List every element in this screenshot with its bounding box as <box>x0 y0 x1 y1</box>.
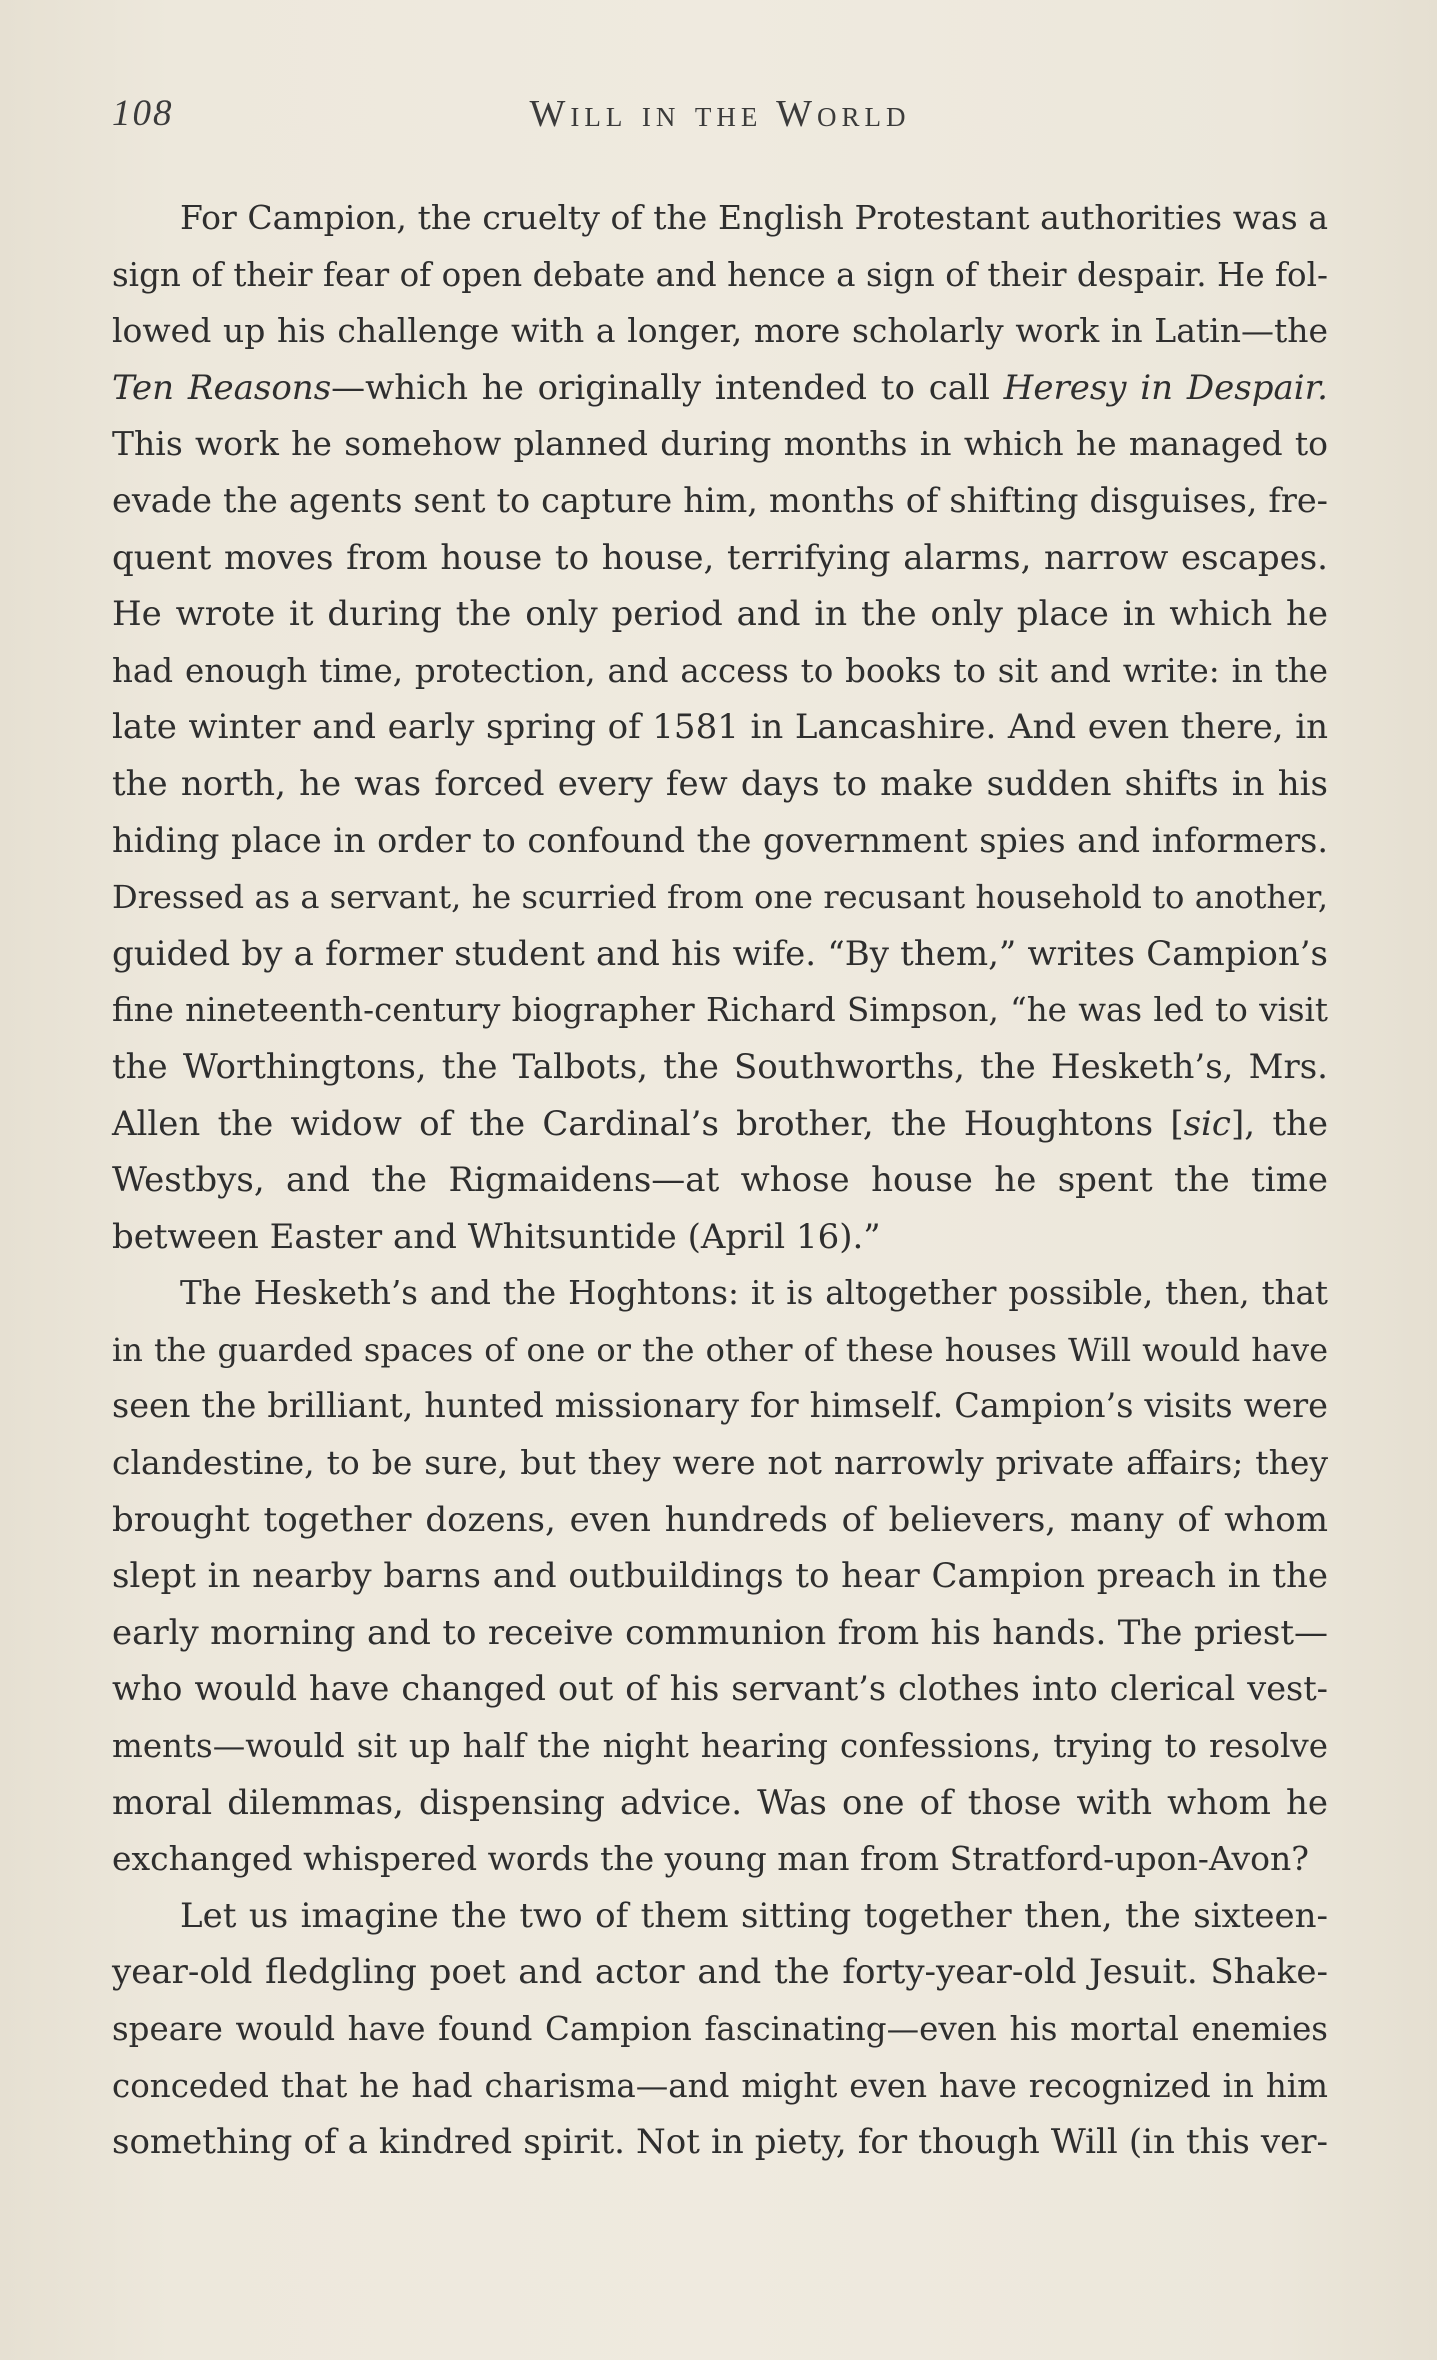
text-run: ments—would sit up half the night hearing confessions, trying to resolve <box>112 1727 1328 1766</box>
text-line <box>112 926 1328 983</box>
text-line <box>112 1435 1328 1492</box>
text-run: fine nineteenth-century biographer Richard Simpson, “he was led to visit <box>112 991 1328 1030</box>
text-line <box>112 1039 1328 1096</box>
text-line <box>112 1096 1328 1153</box>
text-run: late winter and early spring of 1581 in Lancashire. And even there, in <box>112 707 1328 748</box>
text-line <box>112 982 1328 1039</box>
text-run: The Hesketh’s and the Hoghtons: it is altogether possible, then, that <box>180 1274 1328 1313</box>
text-run: Ten Reasons <box>112 367 332 408</box>
text-line <box>112 1492 1328 1549</box>
text-run: This work he somehow planned during months in which he managed to <box>112 424 1328 464</box>
text-line <box>112 756 1328 813</box>
text-line <box>112 1944 1328 2001</box>
text-line <box>112 1152 1328 1209</box>
text-line <box>112 1661 1328 1718</box>
text-run: Heresy in Despair. <box>1003 367 1328 408</box>
text-run: the north, he was forced every few days to make sudden shifts in his <box>112 763 1328 804</box>
text-line <box>112 869 1328 926</box>
text-run: something of a kindred spirit. Not in piety, for though Will (in this ver- <box>112 2122 1328 2163</box>
text-run: had enough time, protection, and access to books to sit and write: in the <box>112 651 1328 690</box>
text-run: between Easter and Whitsuntide (April 16).” <box>112 1216 881 1257</box>
text-run: Allen the widow of the Cardinal’s brother, the Houghtons [ <box>112 1103 1184 1144</box>
paragraph <box>112 1888 1328 2171</box>
text-run: Let us imagine the two of them sitting together then, the sixteen- <box>180 1895 1328 1936</box>
text-run: the Worthingtons, the Talbots, the Southworths, the Hesketh’s, Mrs. <box>112 1046 1328 1087</box>
text-line <box>112 473 1328 530</box>
paragraph <box>112 1265 1328 1888</box>
text-line <box>112 1548 1328 1605</box>
text-line <box>112 2114 1328 2171</box>
text-line <box>112 2001 1328 2058</box>
text-run: early morning and to receive communion from his hands. The priest— <box>112 1612 1328 1653</box>
text-line <box>112 2058 1328 2115</box>
text-run: quent moves from house to house, terrifying alarms, narrow escapes. <box>112 537 1328 578</box>
text-run: lowed up his challenge with a longer, more scholarly work in Latin—the <box>112 311 1328 351</box>
text-run: clandestine, to be sure, but they were not narrowly private affairs; they <box>112 1443 1328 1483</box>
text-line <box>112 1888 1328 1945</box>
text-line <box>112 1605 1328 1662</box>
book-title: Will in the World <box>529 93 911 135</box>
text-run: seen the brilliant, hunted missionary for himself. Campion’s visits were <box>112 1386 1328 1426</box>
text-run: Westbys, and the Rigmaidens—at whose house he spent the time <box>112 1160 1328 1201</box>
text-run: Dressed as a servant, he scurried from one recusant household to another, <box>112 878 1328 917</box>
text-run: year-old fledgling poet and actor and the forty-year-old Jesuit. Shake- <box>112 1952 1328 1993</box>
text-run: who would have changed out of his servant’s clothes into clerical vest- <box>112 1669 1328 1709</box>
text-line <box>112 643 1328 700</box>
text-line <box>112 247 1328 304</box>
text-line <box>112 303 1328 360</box>
text-run: He wrote it during the only period and in the only place in which he <box>112 594 1328 635</box>
text-line <box>112 699 1328 756</box>
page-number: 108 <box>112 93 174 134</box>
text-run: slept in nearby barns and outbuildings to hear Campion preach in the <box>112 1556 1328 1597</box>
text-line <box>112 1831 1328 1888</box>
text-line <box>112 530 1328 587</box>
text-run: moral dilemmas, dispensing advice. Was one of those with whom he <box>112 1782 1328 1823</box>
text-line <box>112 190 1328 247</box>
text-run: exchanged whispered words the young man from Stratford-upon-Avon? <box>112 1839 1309 1879</box>
text-run: evade the agents sent to capture him, months of shifting disguises, fre- <box>112 480 1328 520</box>
text-run: ], the <box>1230 1103 1328 1144</box>
text-line <box>112 360 1328 417</box>
text-line <box>112 1265 1328 1322</box>
text-line <box>112 1718 1328 1775</box>
body-text <box>112 190 1328 2171</box>
text-run: speare would have found Campion fascinating—even his mortal enemies <box>112 2010 1328 2048</box>
text-line <box>112 1775 1328 1832</box>
text-line <box>112 586 1328 643</box>
text-run: —which he originally intended to call <box>331 367 1004 408</box>
text-run: brought together dozens, even hundreds of believers, many of whom <box>112 1499 1328 1540</box>
text-run: hiding place in order to confound the government spies and informers. <box>112 820 1328 860</box>
text-line <box>112 1322 1328 1379</box>
text-line <box>112 1209 1328 1266</box>
text-line <box>112 1378 1328 1435</box>
text-run: sign of their fear of open debate and hence a sign of their despair. He fol- <box>112 255 1328 294</box>
paragraph <box>112 190 1328 1265</box>
text-run: in the guarded spaces of one or the other of these houses Will would have <box>112 1330 1328 1369</box>
running-head <box>112 84 1328 144</box>
text-run: conceded that he had charisma—and might even have recognized in him <box>112 2066 1328 2105</box>
text-line <box>112 813 1328 870</box>
text-line <box>112 416 1328 473</box>
text-run: guided by a former student and his wife. “By them,” writes Campion’s <box>112 933 1328 974</box>
text-run: For Campion, the cruelty of the English Protestant authorities was a <box>180 198 1328 237</box>
text-run: sic <box>1183 1103 1231 1144</box>
